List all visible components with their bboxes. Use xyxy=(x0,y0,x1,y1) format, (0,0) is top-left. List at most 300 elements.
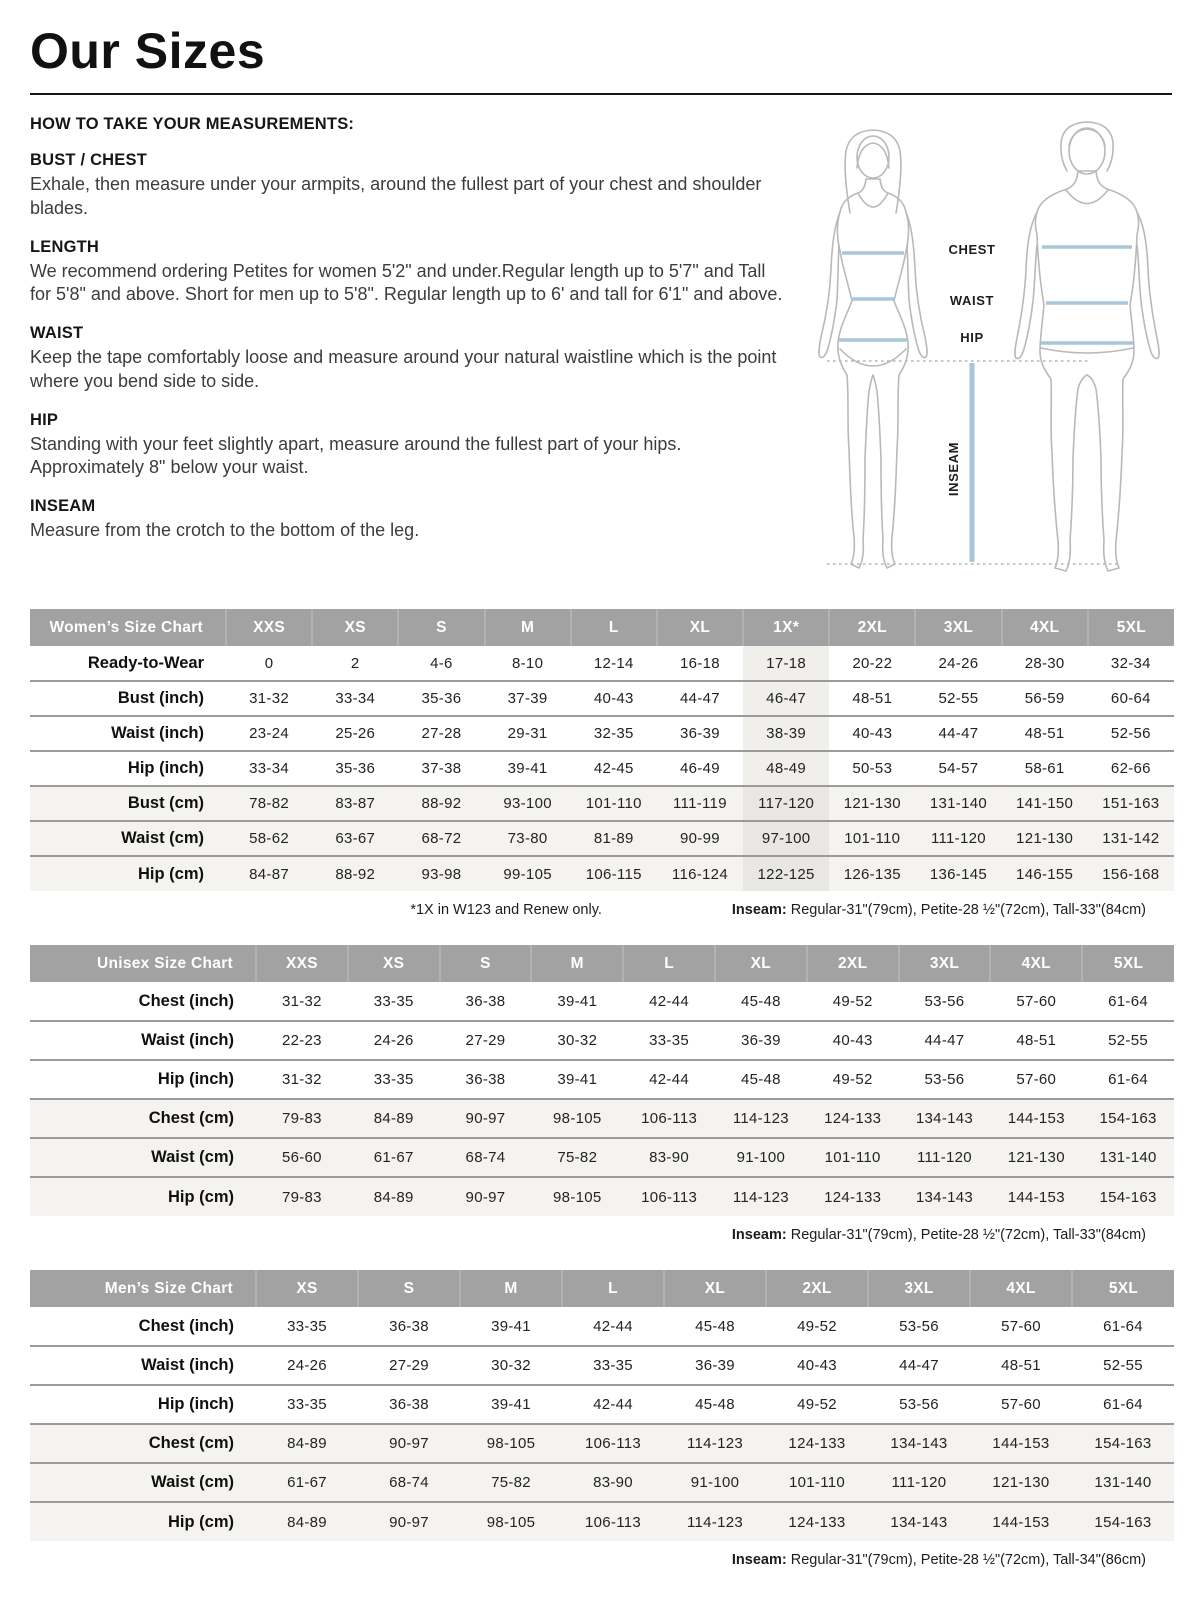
section-body: We recommend ordering Petites for women 5'2" and under.Regular length up to 5'7" and Tall for 5'8" and above. Short for men up to 5'8". Regular length up to 6' and tall for 6'1" and above. xyxy=(30,260,783,305)
size-value-cell: 42-45 xyxy=(593,760,634,777)
size-value-cell: 24-26 xyxy=(938,654,979,672)
size-value-cell: 126-135 xyxy=(843,865,901,883)
size-column-header: XL xyxy=(715,945,807,982)
size-value-cell: 42-44 xyxy=(649,1071,690,1088)
size-value-cell: 53-56 xyxy=(924,1071,965,1088)
size-value-cell: 114-123 xyxy=(686,1435,744,1452)
size-value-cell: 121-130 xyxy=(1007,1149,1065,1166)
row-label: Hip (inch) xyxy=(157,1070,234,1088)
size-value-cell: 57-60 xyxy=(1016,1071,1057,1088)
size-value-cell: 44-47 xyxy=(680,690,720,707)
size-value-cell: 20-22 xyxy=(852,654,893,672)
size-value-cell: 134-143 xyxy=(890,1435,948,1452)
size-value-cell: 111-120 xyxy=(930,830,986,847)
womens-size-chart-table xyxy=(30,609,1174,891)
table-row xyxy=(30,1502,1174,1541)
size-value-cell: 83-90 xyxy=(649,1149,690,1166)
size-value-cell: 114-123 xyxy=(732,1188,789,1206)
size-value-cell: 78-82 xyxy=(249,795,290,812)
section-length xyxy=(30,238,785,308)
row-label: Ready-to-Wear xyxy=(87,653,204,672)
size-value-cell: 40-43 xyxy=(797,1357,837,1374)
size-value-cell: 98-105 xyxy=(486,1435,536,1452)
size-value-cell: 91-100 xyxy=(690,1474,740,1491)
mens-table-footnotes xyxy=(30,1541,1172,1568)
size-value-cell: 4-6 xyxy=(430,654,453,672)
size-value-cell: 98-105 xyxy=(486,1513,536,1531)
row-label: Waist (inch) xyxy=(141,1356,234,1374)
size-value-cell: 111-119 xyxy=(673,795,727,812)
size-value-cell: 42-44 xyxy=(593,1317,633,1335)
size-value-cell: 53-56 xyxy=(924,992,965,1010)
size-value-cell: 154-163 xyxy=(1099,1188,1157,1206)
table-row xyxy=(30,982,1174,1021)
size-value-cell: 73-80 xyxy=(507,830,548,847)
table-row xyxy=(30,1307,1174,1346)
size-value-cell: 68-74 xyxy=(465,1149,506,1166)
size-value-cell: 124-133 xyxy=(824,1110,882,1127)
size-value-cell: 84-89 xyxy=(287,1513,327,1531)
size-value-cell: 131-140 xyxy=(1094,1474,1152,1491)
size-value-cell: 39-41 xyxy=(557,1071,598,1088)
size-value-cell: 134-143 xyxy=(890,1513,948,1531)
size-value-cell: 111-120 xyxy=(891,1474,947,1491)
size-value-cell: 39-41 xyxy=(491,1317,531,1335)
table-row xyxy=(30,1346,1174,1385)
section-waist xyxy=(30,324,785,394)
size-value-cell: 144-153 xyxy=(992,1513,1050,1531)
size-value-cell: 16-18 xyxy=(680,654,720,672)
size-column-header: 3XL xyxy=(915,609,1001,646)
size-value-cell: 58-62 xyxy=(249,830,290,847)
size-value-cell: 48-51 xyxy=(1016,1032,1057,1049)
row-label: Hip (inch) xyxy=(127,759,204,777)
size-column-header: 1X* xyxy=(743,609,829,646)
size-value-cell: 146-155 xyxy=(1016,865,1074,883)
size-column-header: 5XL xyxy=(1088,609,1174,646)
size-value-cell: 117-120 xyxy=(743,786,829,821)
womens-table-footnotes xyxy=(30,891,1172,918)
size-column-header: 2XL xyxy=(766,1270,868,1307)
size-value-cell: 28-30 xyxy=(1024,654,1065,672)
section-body: Keep the tape comfortably loose and measure around your natural waistline which is the point where you bend side to side. xyxy=(30,347,777,391)
size-value-cell: 124-133 xyxy=(788,1435,846,1452)
size-value-cell: 48-51 xyxy=(852,690,893,707)
section-title: BUST / CHEST xyxy=(30,151,147,169)
size-value-cell: 68-74 xyxy=(389,1474,429,1491)
size-value-cell: 101-110 xyxy=(824,1149,881,1166)
table-row xyxy=(30,786,1174,821)
table-row xyxy=(30,821,1174,856)
table-row xyxy=(30,751,1174,786)
size-value-cell: 61-64 xyxy=(1108,1071,1149,1088)
size-value-cell: 33-35 xyxy=(593,1357,633,1374)
size-column-header: XS xyxy=(312,609,398,646)
size-value-cell: 154-163 xyxy=(1099,1110,1157,1127)
size-column-header: XXS xyxy=(226,609,312,646)
size-column-header: 4XL xyxy=(1002,609,1088,646)
size-chart-title: Unisex Size Chart xyxy=(30,945,256,982)
table-row xyxy=(30,1060,1174,1099)
inseam-footnote: Inseam: Regular-31"(79cm), Petite-28 ½"(72cm), Tall-33"(84cm) xyxy=(731,1227,1146,1243)
size-value-cell: 56-59 xyxy=(1024,690,1065,707)
man-figure xyxy=(1015,122,1159,571)
size-value-cell: 144-153 xyxy=(1007,1110,1065,1127)
table-row xyxy=(30,681,1174,716)
section-body: Standing with your feet slightly apart, measure around the fullest part of your hips. Approximately 8" below your waist. xyxy=(30,433,682,478)
size-value-cell: 24-26 xyxy=(373,1032,414,1049)
size-value-cell: 25-26 xyxy=(335,725,376,742)
row-label: Chest (inch) xyxy=(138,1316,234,1335)
size-column-header: S xyxy=(440,945,532,982)
size-value-cell: 30-32 xyxy=(491,1357,531,1374)
size-value-cell: 52-55 xyxy=(1108,1032,1149,1049)
section-title: INSEAM xyxy=(30,497,96,515)
size-value-cell: 54-57 xyxy=(938,760,979,777)
row-label: Bust (cm) xyxy=(127,794,204,812)
one-x-footnote: *1X in W123 and Renew only. xyxy=(410,902,602,918)
section-title: LENGTH xyxy=(30,237,100,256)
size-column-header: XL xyxy=(657,609,743,646)
size-value-cell: 27-29 xyxy=(389,1357,429,1374)
size-value-cell: 24-26 xyxy=(287,1357,327,1374)
size-value-cell: 48-49 xyxy=(743,751,829,786)
size-value-cell: 61-64 xyxy=(1103,1317,1143,1335)
size-value-cell: 57-60 xyxy=(1001,1396,1041,1413)
size-column-header: 4XL xyxy=(990,945,1082,982)
section-body: Exhale, then measure under your armpits, around the fullest part of your chest and shoulder blades. xyxy=(30,174,762,218)
size-value-cell: 116-124 xyxy=(671,865,728,883)
size-value-cell: 93-98 xyxy=(421,865,462,883)
row-label: Waist (cm) xyxy=(121,829,204,847)
size-value-cell: 90-97 xyxy=(389,1513,429,1531)
size-value-cell: 106-113 xyxy=(584,1513,642,1531)
section-inseam xyxy=(30,497,785,543)
size-column-header: 5XL xyxy=(1072,1270,1174,1307)
row-label: Hip (cm) xyxy=(168,1187,234,1206)
size-column-header: L xyxy=(623,945,715,982)
size-value-cell: 40-43 xyxy=(593,690,634,707)
size-value-cell: 33-35 xyxy=(649,1032,690,1049)
size-value-cell: 136-145 xyxy=(929,865,988,883)
size-chart-title: Men’s Size Chart xyxy=(30,1270,256,1307)
inseam-label: INSEAM xyxy=(946,441,961,497)
size-value-cell: 12-14 xyxy=(593,654,634,672)
size-value-cell: 98-105 xyxy=(553,1110,602,1127)
row-label: Hip (inch) xyxy=(157,1395,234,1413)
row-label: Waist (inch) xyxy=(141,1031,234,1049)
size-value-cell: 88-92 xyxy=(421,795,462,812)
intro-and-diagram xyxy=(30,115,1172,609)
size-value-cell: 39-41 xyxy=(491,1396,531,1413)
size-value-cell: 90-97 xyxy=(389,1435,429,1452)
size-value-cell: 84-89 xyxy=(287,1435,327,1452)
size-value-cell: 61-67 xyxy=(373,1149,414,1166)
size-value-cell: 33-35 xyxy=(373,1071,414,1088)
size-column-header: 3XL xyxy=(868,1270,970,1307)
size-value-cell: 84-87 xyxy=(249,865,290,883)
table-row xyxy=(30,646,1174,681)
size-column-header: 2XL xyxy=(829,609,915,646)
size-value-cell: 98-105 xyxy=(553,1188,602,1206)
size-column-header: 4XL xyxy=(970,1270,1072,1307)
size-value-cell: 144-153 xyxy=(992,1435,1050,1452)
size-value-cell: 156-168 xyxy=(1102,865,1160,883)
size-value-cell: 106-113 xyxy=(641,1188,698,1206)
size-value-cell: 144-153 xyxy=(1007,1188,1065,1206)
inseam-footnote: Inseam: Regular-31"(79cm), Petite-28 ½"(72cm), Tall-34"(86cm) xyxy=(731,1552,1146,1568)
size-value-cell: 114-123 xyxy=(686,1513,744,1531)
size-value-cell: 101-110 xyxy=(844,830,901,847)
size-value-cell: 75-82 xyxy=(491,1474,531,1491)
size-value-cell: 63-67 xyxy=(335,830,376,847)
table-row xyxy=(30,1138,1174,1177)
size-value-cell: 35-36 xyxy=(335,760,376,777)
size-value-cell: 131-140 xyxy=(1099,1149,1157,1166)
size-column-header: S xyxy=(358,1270,460,1307)
size-value-cell: 32-34 xyxy=(1110,654,1151,672)
size-value-cell: 30-32 xyxy=(557,1032,598,1049)
size-value-cell: 79-83 xyxy=(281,1110,322,1127)
size-value-cell: 27-29 xyxy=(465,1032,506,1049)
unisex-table-footnotes xyxy=(30,1216,1172,1243)
size-value-cell: 58-61 xyxy=(1024,760,1065,777)
size-value-cell: 36-38 xyxy=(389,1396,429,1413)
section-body: Measure from the crotch to the bottom of the leg. xyxy=(30,520,420,540)
hip-label: HIP xyxy=(960,330,984,345)
size-value-cell: 106-113 xyxy=(584,1435,642,1452)
size-value-cell: 106-113 xyxy=(641,1110,698,1127)
size-value-cell: 37-38 xyxy=(421,760,462,777)
size-value-cell: 124-133 xyxy=(788,1513,846,1531)
size-value-cell: 8-10 xyxy=(511,654,544,672)
row-label: Hip (cm) xyxy=(138,864,204,883)
measurement-instructions xyxy=(30,115,785,543)
row-label: Waist (cm) xyxy=(151,1473,234,1491)
size-column-header: M xyxy=(460,1270,562,1307)
section-title: HIP xyxy=(30,410,59,429)
size-value-cell: 39-41 xyxy=(507,760,548,777)
size-value-cell: 61-67 xyxy=(287,1474,327,1491)
page-title: Our Sizes xyxy=(30,23,266,79)
size-value-cell: 121-130 xyxy=(1016,830,1074,847)
size-value-cell: 46-47 xyxy=(743,681,829,716)
size-value-cell: 90-97 xyxy=(465,1110,506,1127)
size-value-cell: 33-35 xyxy=(287,1396,327,1413)
size-value-cell: 52-55 xyxy=(938,690,979,707)
size-value-cell: 131-140 xyxy=(929,795,988,812)
table-row xyxy=(30,1385,1174,1424)
size-value-cell: 49-52 xyxy=(832,1071,873,1088)
size-value-cell: 42-44 xyxy=(649,992,690,1010)
size-value-cell: 46-49 xyxy=(680,760,720,777)
size-chart-title: Women’s Size Chart xyxy=(30,609,226,646)
chest-label: CHEST xyxy=(948,242,996,257)
measurement-diagram xyxy=(790,111,1172,591)
size-value-cell: 90-97 xyxy=(465,1188,506,1206)
size-value-cell: 36-38 xyxy=(465,992,506,1010)
unisex-size-chart-block xyxy=(30,945,1172,1243)
size-value-cell: 45-48 xyxy=(740,992,781,1010)
size-value-cell: 27-28 xyxy=(421,725,462,742)
size-value-cell: 121-130 xyxy=(992,1474,1050,1491)
size-value-cell: 31-32 xyxy=(281,1071,322,1088)
size-column-header: XS xyxy=(348,945,440,982)
instructions-heading: HOW TO TAKE YOUR MEASUREMENTS: xyxy=(30,115,355,133)
table-row xyxy=(30,856,1174,891)
size-value-cell: 22-23 xyxy=(281,1032,322,1049)
size-value-cell: 60-64 xyxy=(1110,690,1151,707)
size-value-cell: 42-44 xyxy=(593,1396,633,1413)
size-column-header: L xyxy=(571,609,657,646)
row-label: Bust (inch) xyxy=(117,689,204,707)
woman-figure xyxy=(819,130,927,568)
size-column-header: M xyxy=(485,609,571,646)
size-value-cell: 33-35 xyxy=(287,1317,327,1335)
row-label: Chest (cm) xyxy=(148,1109,234,1127)
row-label: Waist (inch) xyxy=(111,724,204,742)
size-value-cell: 44-47 xyxy=(899,1357,939,1374)
size-value-cell: 154-163 xyxy=(1094,1435,1152,1452)
section-hip xyxy=(30,411,785,481)
size-column-header: XXS xyxy=(256,945,348,982)
size-value-cell: 111-120 xyxy=(917,1149,972,1166)
size-value-cell: 48-51 xyxy=(1001,1357,1041,1374)
size-value-cell: 36-39 xyxy=(680,725,720,742)
size-value-cell: 52-56 xyxy=(1110,725,1151,742)
size-value-cell: 106-115 xyxy=(585,865,642,883)
size-value-cell: 45-48 xyxy=(695,1396,735,1413)
size-value-cell: 97-100 xyxy=(743,821,829,856)
row-label: Chest (cm) xyxy=(148,1434,234,1452)
size-value-cell: 49-52 xyxy=(797,1396,837,1413)
section-title: WAIST xyxy=(30,324,84,342)
table-row xyxy=(30,1021,1174,1060)
size-value-cell: 45-48 xyxy=(695,1317,735,1335)
size-value-cell: 44-47 xyxy=(924,1032,965,1049)
size-value-cell: 134-143 xyxy=(915,1110,974,1127)
size-value-cell: 48-51 xyxy=(1024,725,1065,742)
size-value-cell: 57-60 xyxy=(1001,1317,1041,1335)
size-value-cell: 35-36 xyxy=(421,690,462,707)
size-value-cell: 93-100 xyxy=(503,795,552,812)
size-column-header: M xyxy=(531,945,623,982)
size-value-cell: 45-48 xyxy=(740,1071,781,1088)
size-value-cell: 33-34 xyxy=(335,690,376,707)
size-value-cell: 131-142 xyxy=(1102,830,1160,847)
size-column-header: XL xyxy=(664,1270,766,1307)
size-value-cell: 36-38 xyxy=(389,1317,429,1335)
size-value-cell: 121-130 xyxy=(843,795,901,812)
size-value-cell: 61-64 xyxy=(1108,992,1149,1010)
womens-size-chart-block xyxy=(30,609,1172,918)
size-value-cell: 88-92 xyxy=(335,865,376,883)
size-column-header: 3XL xyxy=(899,945,991,982)
size-value-cell: 36-38 xyxy=(465,1071,506,1088)
body-figures-illustration xyxy=(790,111,1172,591)
size-value-cell: 36-39 xyxy=(740,1032,781,1049)
size-value-cell: 154-163 xyxy=(1094,1513,1152,1531)
waist-label: WAIST xyxy=(949,293,995,308)
size-value-cell: 0 xyxy=(264,654,274,672)
size-value-cell: 33-34 xyxy=(249,760,290,777)
size-value-cell: 114-123 xyxy=(732,1110,789,1127)
size-value-cell: 83-87 xyxy=(335,795,376,812)
size-value-cell: 39-41 xyxy=(557,992,598,1010)
size-value-cell: 49-52 xyxy=(832,992,873,1010)
table-row xyxy=(30,716,1174,751)
size-value-cell: 52-55 xyxy=(1103,1357,1143,1374)
mens-size-chart-block xyxy=(30,1270,1172,1568)
size-value-cell: 56-60 xyxy=(281,1149,322,1166)
size-value-cell: 141-150 xyxy=(1016,795,1074,812)
table-row xyxy=(30,1463,1174,1502)
row-label: Waist (cm) xyxy=(151,1148,234,1166)
size-value-cell: 49-52 xyxy=(797,1317,837,1335)
inseam-footnote: Inseam: Regular-31"(79cm), Petite-28 ½"(72cm), Tall-33"(84cm) xyxy=(731,902,1146,918)
size-value-cell: 31-32 xyxy=(281,992,322,1010)
size-column-header: 2XL xyxy=(807,945,899,982)
size-value-cell: 37-39 xyxy=(507,690,548,707)
size-value-cell: 36-39 xyxy=(695,1357,735,1374)
title-divider xyxy=(30,93,1172,95)
table-row xyxy=(30,1177,1174,1216)
size-value-cell: 53-56 xyxy=(899,1317,939,1335)
size-value-cell: 151-163 xyxy=(1102,795,1160,812)
size-value-cell: 32-35 xyxy=(593,725,634,742)
size-value-cell: 90-99 xyxy=(680,830,720,847)
size-value-cell: 17-18 xyxy=(743,646,829,681)
size-value-cell: 101-110 xyxy=(585,795,642,812)
size-value-cell: 40-43 xyxy=(852,725,893,742)
table-row xyxy=(30,1424,1174,1463)
unisex-size-chart-table xyxy=(30,945,1174,1216)
size-value-cell: 23-24 xyxy=(249,725,290,742)
size-value-cell: 68-72 xyxy=(421,830,462,847)
size-value-cell: 31-32 xyxy=(249,690,290,707)
size-value-cell: 99-105 xyxy=(503,865,552,883)
size-value-cell: 84-89 xyxy=(373,1110,414,1127)
size-value-cell: 38-39 xyxy=(743,716,829,751)
size-column-header: L xyxy=(562,1270,664,1307)
size-value-cell: 40-43 xyxy=(832,1032,873,1049)
size-value-cell: 84-89 xyxy=(373,1188,414,1206)
size-value-cell: 50-53 xyxy=(852,760,893,777)
size-column-header: 5XL xyxy=(1082,945,1174,982)
size-value-cell: 91-100 xyxy=(736,1149,786,1166)
size-value-cell: 44-47 xyxy=(938,725,979,742)
size-value-cell: 75-82 xyxy=(557,1149,598,1166)
row-label: Chest (inch) xyxy=(138,991,234,1010)
size-value-cell: 124-133 xyxy=(824,1188,882,1206)
size-value-cell: 33-35 xyxy=(373,992,414,1010)
size-value-cell: 79-83 xyxy=(281,1188,322,1206)
size-value-cell: 61-64 xyxy=(1103,1396,1143,1413)
size-value-cell: 81-89 xyxy=(593,830,634,847)
size-value-cell: 57-60 xyxy=(1016,992,1057,1010)
size-column-header: S xyxy=(398,609,484,646)
size-value-cell: 53-56 xyxy=(899,1396,939,1413)
size-value-cell: 62-66 xyxy=(1110,760,1151,777)
section-bust-chest xyxy=(30,151,785,221)
size-value-cell: 101-110 xyxy=(788,1474,846,1491)
size-value-cell: 29-31 xyxy=(507,725,548,742)
size-value-cell: 2 xyxy=(350,654,360,672)
size-value-cell: 122-125 xyxy=(743,856,829,891)
size-value-cell: 83-90 xyxy=(593,1474,633,1491)
mens-size-chart-table xyxy=(30,1270,1174,1541)
row-label: Hip (cm) xyxy=(168,1512,234,1531)
